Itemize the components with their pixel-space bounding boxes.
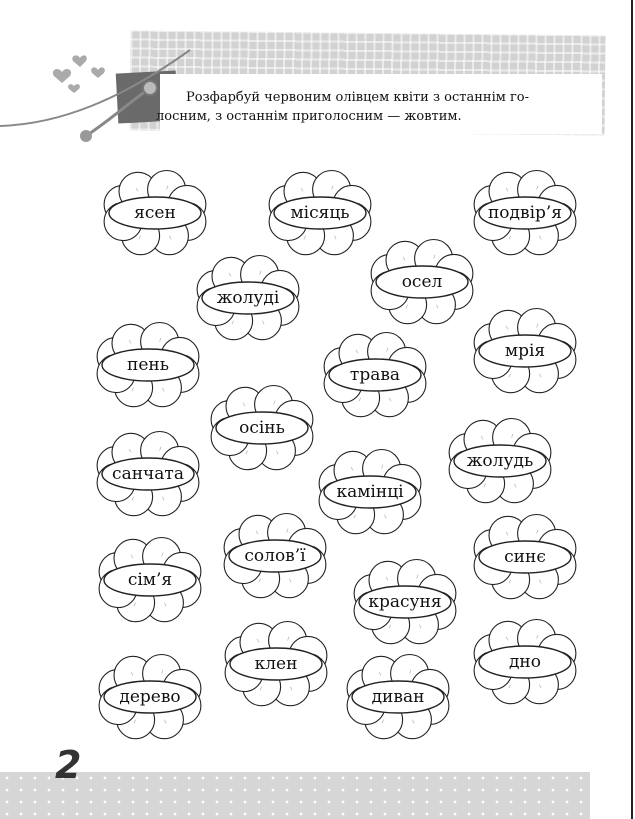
flower-word: ясен bbox=[134, 203, 176, 223]
flower-word: жолуді bbox=[216, 288, 280, 308]
page-number: 2 bbox=[55, 743, 82, 787]
flower-word: дно bbox=[508, 652, 542, 672]
flower-13[interactable] bbox=[215, 509, 335, 603]
flower-word: камінці bbox=[336, 482, 404, 502]
flower-16[interactable] bbox=[345, 555, 465, 649]
flower-word: осел bbox=[401, 272, 443, 292]
flower-9[interactable] bbox=[202, 381, 322, 475]
flower-word: солов’ї bbox=[244, 546, 306, 566]
flower-word: диван bbox=[371, 687, 425, 707]
flower-15[interactable] bbox=[90, 533, 210, 627]
flower-word: місяць bbox=[290, 203, 350, 223]
flower-word: подвір’я bbox=[487, 203, 563, 223]
instruction-line-2: лосним, з останнім приголосним — жовтим. bbox=[156, 109, 462, 124]
flower-word: трава bbox=[349, 365, 401, 385]
flower-11[interactable] bbox=[88, 427, 208, 521]
flower-word: жолудь bbox=[466, 451, 534, 471]
flower-word: сім’я bbox=[127, 570, 173, 590]
instruction-line-1: Розфарбуй червоним олівцем квіти з останнім го- bbox=[186, 90, 529, 105]
instruction-text bbox=[156, 88, 556, 126]
flower-word: пень bbox=[127, 355, 169, 375]
flower-18[interactable] bbox=[465, 615, 585, 709]
flower-19[interactable] bbox=[90, 650, 210, 744]
flower-7[interactable] bbox=[88, 318, 208, 412]
flower-word: клен bbox=[254, 654, 298, 674]
flower-word: красуня bbox=[368, 592, 442, 612]
flower-1[interactable] bbox=[95, 166, 215, 260]
footer-dotted-band bbox=[0, 772, 590, 819]
flower-20[interactable] bbox=[338, 650, 458, 744]
flower-word: синє bbox=[504, 547, 546, 567]
flower-10[interactable] bbox=[440, 414, 560, 508]
flower-word: мрія bbox=[504, 341, 546, 361]
flower-word: дерево bbox=[119, 687, 181, 707]
flower-8[interactable] bbox=[315, 328, 435, 422]
flower-word: осінь bbox=[239, 418, 285, 438]
flower-word: санчата bbox=[112, 464, 184, 484]
flower-6[interactable] bbox=[465, 304, 585, 398]
flower-14[interactable] bbox=[465, 510, 585, 604]
flower-17[interactable] bbox=[216, 617, 336, 711]
flower-3[interactable] bbox=[465, 166, 585, 260]
flower-4[interactable] bbox=[362, 235, 482, 329]
